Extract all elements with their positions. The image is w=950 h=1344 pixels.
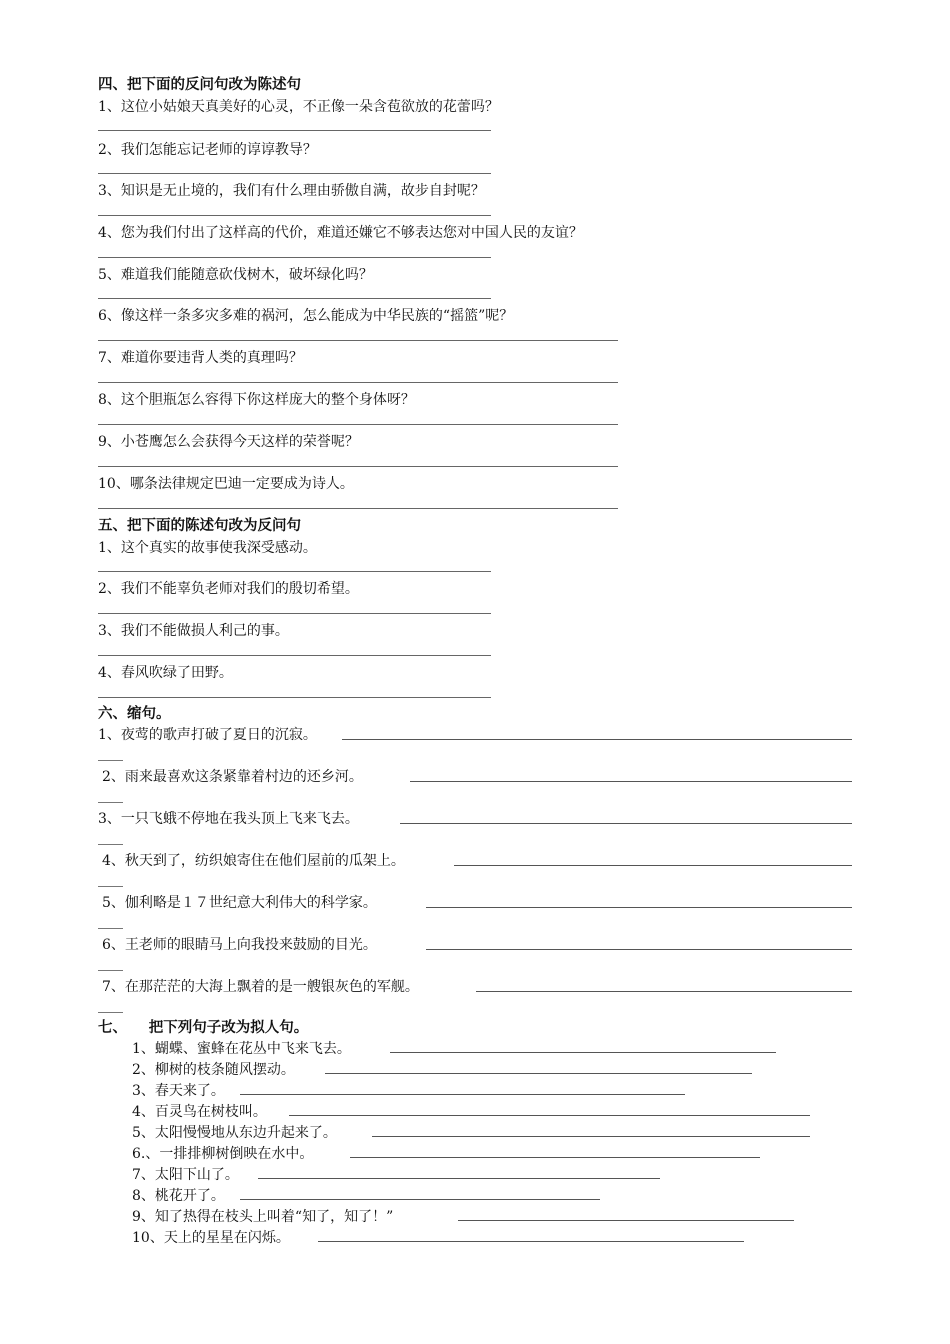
s4-answer-line-10[interactable] (98, 508, 618, 509)
s4-question-6: 6、像这样一条多灾多难的祸河，怎么能成为中华民族的“摇篮”呢？ (98, 308, 514, 324)
s6-answer-line-4[interactable] (454, 865, 852, 866)
s7-question-8: 8、桃花开了。 (132, 1188, 225, 1204)
s4-question-7: 7、难道你要违背人类的真理吗？ (98, 350, 303, 366)
s7-question-2: 2、柳树的枝条随风摆动。 (132, 1062, 295, 1078)
s6-answer-stub-6 (98, 970, 123, 971)
s4-answer-line-8[interactable] (98, 424, 618, 425)
s5-question-1: 1、这个真实的故事使我深受感动。 (98, 540, 317, 556)
s6-answer-stub-3 (98, 844, 123, 845)
s5-answer-line-2[interactable] (98, 613, 491, 614)
s4-question-8: 8、这个胆瓶怎么容得下你这样庞大的整个身体呀？ (98, 392, 415, 408)
section7-title: 七、 把下列句子改为拟人句。 (98, 1020, 309, 1036)
section5-title: 五、把下面的陈述句改为反问句 (98, 518, 301, 534)
s7-answer-line-2[interactable] (325, 1073, 752, 1074)
s7-answer-line-3[interactable] (240, 1094, 685, 1095)
s4-question-3: 3、知识是无止境的，我们有什么理由骄傲自满，故步自封呢？ (98, 183, 485, 199)
s7-question-5: 5、太阳慢慢地从东边升起来了。 (132, 1125, 337, 1141)
s4-answer-line-7[interactable] (98, 382, 618, 383)
s7-question-6: 6.、一排排柳树倒映在水中。 (132, 1146, 314, 1162)
s7-answer-line-10[interactable] (318, 1241, 744, 1242)
s6-question-5: 5、伽利略是１７世纪意大利伟大的科学家。 (102, 895, 377, 911)
s6-answer-stub-2 (98, 802, 123, 803)
s7-question-1: 1、蝴蝶、蜜蜂在花丛中飞来飞去。 (132, 1041, 351, 1057)
s4-answer-line-5[interactable] (98, 298, 491, 299)
s6-question-1: 1、夜莺的歌声打破了夏日的沉寂。 (98, 727, 317, 743)
s5-answer-line-3[interactable] (98, 655, 491, 656)
s4-answer-line-6[interactable] (98, 340, 618, 341)
s6-question-6: 6、王老师的眼睛马上向我投来鼓励的目光。 (102, 937, 377, 953)
s7-question-9: 9、知了热得在枝头上叫着“知了，知了！” (132, 1209, 394, 1225)
s6-question-4: 4、秋天到了，纺织娘寄住在他们屋前的瓜架上。 (102, 853, 405, 869)
s7-answer-line-4[interactable] (289, 1115, 810, 1116)
s7-question-7: 7、太阳下山了。 (132, 1167, 239, 1183)
s7-question-3: 3、春天来了。 (132, 1083, 225, 1099)
s6-answer-stub-5 (98, 928, 123, 929)
s6-answer-line-6[interactable] (426, 949, 852, 950)
s5-answer-line-4[interactable] (98, 697, 491, 698)
s6-answer-line-3[interactable] (400, 823, 852, 824)
s4-answer-line-4[interactable] (98, 257, 491, 258)
s4-answer-line-1[interactable] (98, 130, 491, 131)
s4-answer-line-9[interactable] (98, 466, 618, 467)
s7-answer-line-9[interactable] (458, 1220, 794, 1221)
s7-question-10: 10、天上的星星在闪烁。 (132, 1230, 290, 1246)
s6-answer-line-1[interactable] (342, 739, 852, 740)
s4-question-9: 9、小苍鹰怎么会获得今天这样的荣誉呢？ (98, 434, 359, 450)
s5-question-2: 2、我们不能辜负老师对我们的殷切希望。 (98, 581, 359, 597)
s6-answer-line-7[interactable] (476, 991, 852, 992)
section4-title: 四、把下面的反问句改为陈述句 (98, 77, 301, 93)
s7-answer-line-8[interactable] (240, 1199, 600, 1200)
s4-question-10: 10、哪条法律规定巴迪一定要成为诗人。 (98, 476, 354, 492)
s7-answer-line-7[interactable] (258, 1178, 660, 1179)
s7-answer-line-6[interactable] (350, 1157, 760, 1158)
s7-question-4: 4、百灵鸟在树枝叫。 (132, 1104, 267, 1120)
s4-answer-line-2[interactable] (98, 173, 491, 174)
s6-question-3: 3、一只飞蛾不停地在我头顶上飞来飞去。 (98, 811, 359, 827)
s7-answer-line-1[interactable] (390, 1052, 776, 1053)
s7-answer-line-5[interactable] (372, 1136, 810, 1137)
s6-answer-stub-1 (98, 760, 123, 761)
s4-question-5: 5、难道我们能随意砍伐树木，破坏绿化吗？ (98, 267, 373, 283)
s6-answer-line-5[interactable] (426, 907, 852, 908)
s6-answer-stub-4 (98, 886, 123, 887)
s5-question-3: 3、我们不能做损人利己的事。 (98, 623, 289, 639)
s5-answer-line-1[interactable] (98, 571, 491, 572)
section6-title: 六、缩句。 (98, 706, 171, 722)
s6-answer-stub-7 (98, 1012, 123, 1013)
s5-question-4: 4、春风吹绿了田野。 (98, 665, 233, 681)
s4-question-1: 1、这位小姑娘天真美好的心灵，不正像一朵含苞欲放的花蕾吗？ (98, 99, 499, 115)
s4-question-2: 2、我们怎能忘记老师的谆谆教导？ (98, 142, 317, 158)
s6-answer-line-2[interactable] (410, 781, 852, 782)
s6-question-7: 7、在那茫茫的大海上飘着的是一艘银灰色的军舰。 (102, 979, 419, 995)
s4-answer-line-3[interactable] (98, 215, 491, 216)
s4-question-4: 4、您为我们付出了这样高的代价，难道还嫌它不够表达您对中国人民的友谊？ (98, 225, 583, 241)
s6-question-2: 2、雨来最喜欢这条紧靠着村边的还乡河。 (102, 769, 363, 785)
